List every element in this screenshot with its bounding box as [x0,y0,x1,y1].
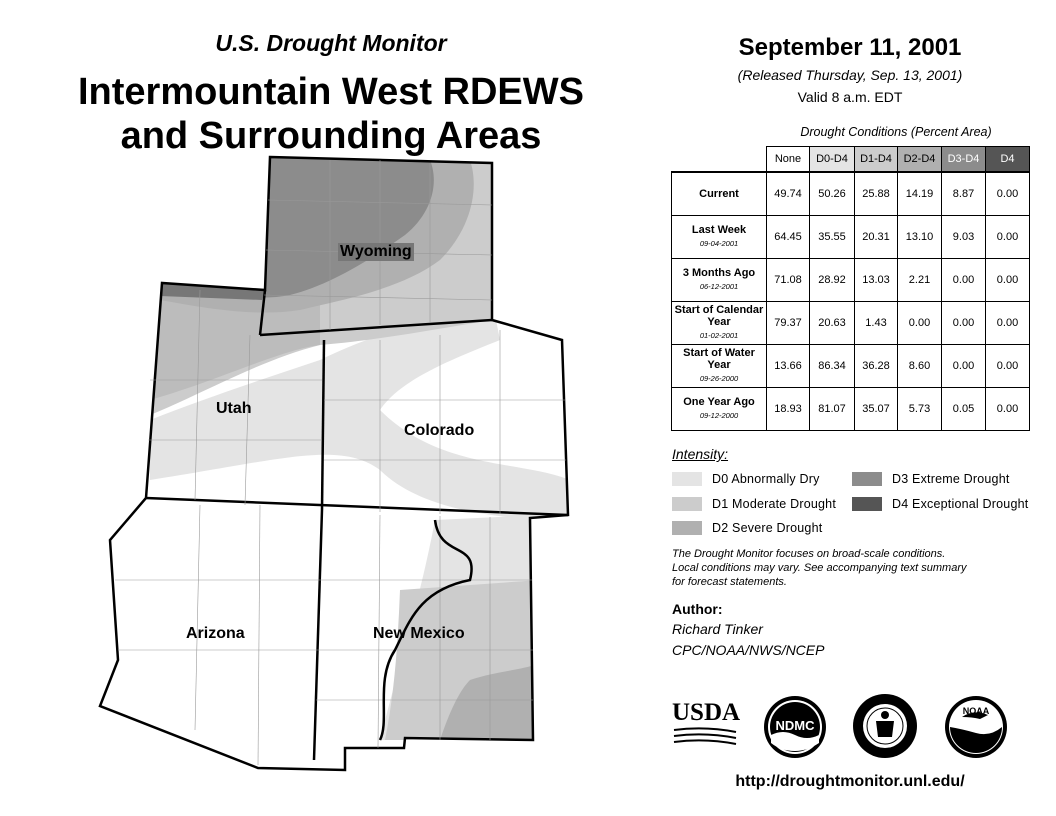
table-cell: 0.00 [942,345,986,388]
table-cell: 0.00 [898,302,942,345]
legend-label-d0: D0 Abnormally Dry [712,472,820,486]
table-corner [672,147,767,173]
table-cell: 64.45 [767,216,810,259]
table-cell: 18.93 [767,388,810,431]
usda-logo-text: USDA [672,699,741,726]
table-cell: 20.31 [855,216,898,259]
source-url[interactable]: http://droughtmonitor.unl.edu/ [735,773,965,790]
table-row [672,259,1030,302]
row-label-text: Current [699,188,739,200]
legend-label-d3: D3 Extreme Drought [892,472,1010,486]
legend-title: Intensity: [672,446,729,462]
state-label-colorado: Colorado [404,422,475,439]
table-cell: 13.10 [898,216,942,259]
row-label [672,302,767,345]
legend-swatch-d4 [852,497,882,511]
legend-swatch-d2 [672,521,702,535]
map-date: September 11, 2001 [738,34,962,61]
note-line-1: The Drought Monitor focuses on broad-scale conditions. [672,548,946,560]
table-cell: 14.19 [898,172,942,216]
table-cell: 13.03 [855,259,898,302]
table-cell: 35.55 [810,216,855,259]
table-cell: 13.66 [767,345,810,388]
state-label-new-mexico: New Mexico [373,625,465,642]
noaa-logo-mark [944,695,1008,759]
row-label-text: Start of Water Year [683,347,755,371]
row-label [672,172,767,216]
usda-logo [672,699,741,752]
table-cell: 0.00 [986,259,1030,302]
table-cell: 86.34 [810,345,855,388]
title-line-2: and Surrounding Areas [120,115,542,157]
noaa-logo-text: NOAA [962,706,990,716]
table-cell: 8.60 [898,345,942,388]
table-cell: 2.21 [898,259,942,302]
ndmc-logo [763,695,827,759]
row-label-date: 01-02-2001 [699,331,739,340]
row-label-text: One Year Ago [683,396,755,408]
row-label-text: Last Week [691,224,747,236]
note-line-3: for forecast statements. [672,576,787,588]
table-cell: 0.00 [942,302,986,345]
table-cell: 9.03 [942,216,986,259]
row-label-text: 3 Months Ago [682,267,756,279]
table-cell: 25.88 [855,172,898,216]
state-label-arizona: Arizona [186,625,245,642]
valid-time: Valid 8 a.m. EDT [797,89,903,105]
note-line-2: Local conditions may vary. See accompanying text summary [672,562,967,574]
row-label-text: Start of Calendar Year [674,304,764,328]
table-cell: 0.00 [986,345,1030,388]
legend-swatch-d1 [672,497,702,511]
table-cell: 20.63 [810,302,855,345]
usda-logo-swoosh [672,726,738,748]
drought-map [0,150,660,790]
table-cell: 79.37 [767,302,810,345]
legend-item-d3 [852,472,1010,486]
disclaimer-note [672,547,1042,589]
table-cell: 5.73 [898,388,942,431]
title-line-1: Intermountain West RDEWS [78,71,584,113]
table-cell: 1.43 [855,302,898,345]
col-header-d4: D4 [986,147,1030,173]
drought-conditions-table [671,146,1030,431]
table-cell: 0.00 [986,216,1030,259]
table-cell: 81.07 [810,388,855,431]
legend-item-d0 [672,472,820,486]
col-header-none: None [767,147,810,173]
row-label [672,388,767,431]
row-label-date: 09-12-2000 [699,411,739,420]
map-subtitle: U.S. Drought Monitor [215,30,447,56]
table-row [672,216,1030,259]
row-label-date: 09-04-2001 [699,239,739,248]
row-label [672,259,767,302]
table-cell: 50.26 [810,172,855,216]
row-label [672,345,767,388]
row-label-date: 06-12-2001 [699,282,739,291]
legend-label-d2: D2 Severe Drought [712,521,823,535]
legend-swatch-d0 [672,472,702,486]
col-header-d1-d4: D1-D4 [855,147,898,173]
legend-item-d4 [852,497,1028,511]
table-cell: 0.00 [942,259,986,302]
table-cell: 28.92 [810,259,855,302]
state-label-wyoming: Wyoming [340,243,412,260]
author-label: Author: [672,601,723,617]
table-cell: 36.28 [855,345,898,388]
commerce-seal-icon [852,693,918,759]
author-org: CPC/NOAA/NWS/NCEP [672,642,825,658]
table-cell: 35.07 [855,388,898,431]
ndmc-logo-text: NDMC [775,718,815,733]
legend-item-d1 [672,497,836,511]
state-label-utah: Utah [216,400,252,417]
table-caption: Drought Conditions (Percent Area) [800,125,992,139]
noaa-logo [944,695,1008,759]
row-label [672,216,767,259]
row-label-date: 09-26-2000 [699,374,739,383]
map-title [0,70,662,158]
col-header-d3-d4: D3-D4 [942,147,986,173]
legend-swatch-d3 [852,472,882,486]
table-row [672,302,1030,345]
table-cell: 0.05 [942,388,986,431]
doc-seal [852,693,918,759]
legend-item-d2 [672,521,822,535]
table-header-row [672,147,1030,173]
author-name: Richard Tinker [672,621,763,637]
table-cell: 71.08 [767,259,810,302]
table-cell: 0.00 [986,172,1030,216]
table-cell: 8.87 [942,172,986,216]
release-date: (Released Thursday, Sep. 13, 2001) [737,67,963,83]
table-row [672,172,1030,216]
table-cell: 0.00 [986,302,1030,345]
legend-label-d1: D1 Moderate Drought [712,497,837,511]
table-row [672,388,1030,431]
drought-shading [90,150,580,780]
table-row [672,345,1030,388]
table-cell: 49.74 [767,172,810,216]
table-cell: 0.00 [986,388,1030,431]
col-header-d0-d4: D0-D4 [810,147,855,173]
col-header-d2-d4: D2-D4 [898,147,942,173]
legend-label-d4: D4 Exceptional Drought [892,497,1029,511]
